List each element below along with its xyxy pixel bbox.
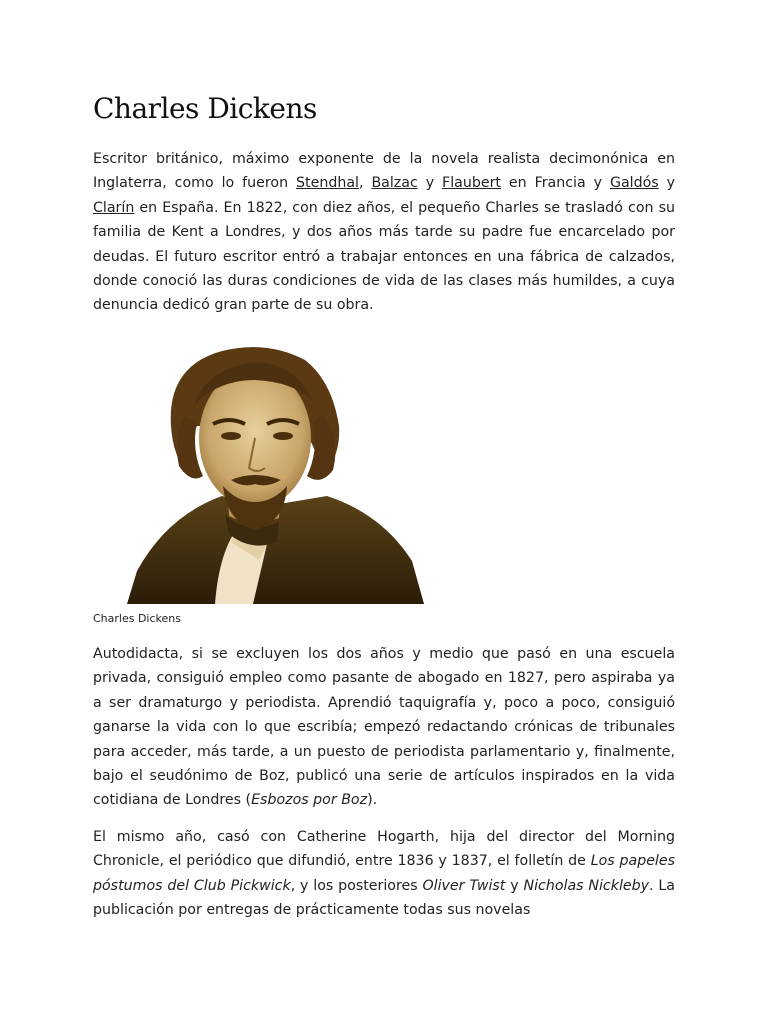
work-title: Los papeles póstumos del Club Pickwick [93,853,675,894]
page-title: Charles Dickens [93,92,317,125]
paragraph-marriage [93,825,675,923]
link-galdos[interactable]: Galdós [609,175,659,192]
portrait-image [127,346,424,604]
link-clarin[interactable]: Clarín [93,199,135,216]
paragraph-text: ). [367,792,378,809]
work-title: Nicholas Nickleby [523,877,650,894]
paragraph-text: y [417,175,443,192]
link-balzac[interactable]: Balzac [371,175,418,192]
work-title: Oliver Twist [422,877,506,894]
image-caption: Charles Dickens [93,612,181,625]
paragraph-text: Autodidacta, si se excluyen los dos años y medio que pasó en una escuela privada, consiguió empleo como pasante de abogado en 1827, pero aspiraba ya a ser dramaturgo y periodista. Aprendió taquigrafía y, poco a poco, consiguió ganarse la vida con lo que escribía; empezó redactando crónicas de tribunales para acceder, más tarde, a un puesto de periodista parlamentario y, finalmente, bajo el seudónimo de Boz, publicó una serie de artículos inspirados en la vida cotidiana de Londres ( [93,646,675,809]
paragraph-autodidacta [93,642,675,813]
paragraph-text: y [505,877,524,894]
link-flaubert[interactable]: Flaubert [442,175,501,192]
paragraph-text: , y los posteriores [290,877,423,894]
paragraph-text: Escritor británico, máximo exponente de la novela realista decimonónica en Inglaterra, como lo fueron [93,151,675,192]
paragraph-text: en España. En 1822, con diez años, el pequeño Charles se trasladó con su familia de Kent a Londres, y dos años más tarde su padre fue encarcelado por deudas. El futuro escritor entró a trabajar entonces en una fábrica de calzados, donde conoció las duras condiciones de vida de las clases más humildes, a cuya denuncia dedicó gran parte de su obra. [93,199,675,314]
paragraph-text: . La publicación por entregas de prácticamente todas sus novelas [93,877,675,919]
paragraph-text: en Francia y [500,175,610,192]
paragraph-text: y [658,175,676,192]
paragraph-text: , [358,175,372,192]
link-stendhal[interactable]: Stendhal [296,175,359,192]
work-title: Esbozos por Boz [251,792,368,809]
paragraph-text: El mismo año, casó con Catherine Hogarth, hija del director del Morning Chronicle, el periódico que difundió, entre 1836 y 1837, el folletín de [93,829,675,870]
intro-paragraph [93,147,675,318]
